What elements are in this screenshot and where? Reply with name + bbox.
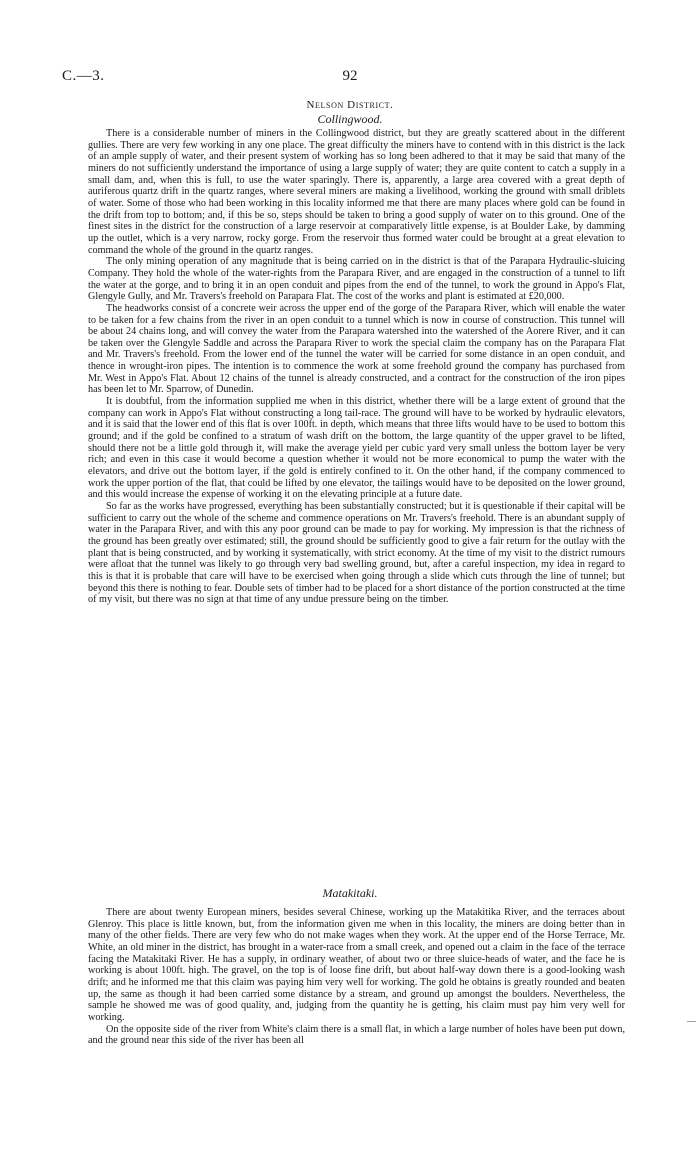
paragraph: There is a considerable number of miners in the Collingwood district, but they are greatly scattered about in the different gullies. There are very few working in any one place. The great difficulty the miners have to contend with in this district is the lack of an ample supply of water, and their present system of working has so long been adhered to that it may be said that many of the miners do not sufficiently understand the importance of using a large supply of water; they are quite content to catch a supply in a small dam, and, when this is full, to use the water sparingly. There is, apparently, a large area covered with a great depth of auriferous quartz drift in the quartz ranges, where several miners are making a livelihood, working the ground with small driblets of water. Some of those who had been working in this locality informed me that there are many places where gold can be found in the drift from top to bottom; and, if this be so, steps should be taken to bring a good supply of water on to this ground. One of the finest sites in the district for the construction of a large reservoir at comparatively little expense, is at Boulder Lake, by damming up the outlet, which is a very narrow, rocky gorge. From the reservoir thus formed water could be brought at a great elevation to command the whole of the ground in the quartz ranges. xyxy=(88,128,625,256)
subsection-title-matakitaki: Matakitaki. xyxy=(322,886,378,900)
document-code: C.—3. xyxy=(62,68,105,84)
page-number: 92 xyxy=(342,68,358,84)
subsection-title-collingwood: Collingwood. xyxy=(317,112,383,126)
margin-mark: — xyxy=(687,1016,696,1026)
section-title-nelson-district: Nelson District. xyxy=(306,99,394,111)
collingwood-body xyxy=(88,128,625,606)
matakitaki-body xyxy=(88,907,625,1047)
paragraph: There are about twenty European miners, besides several Chinese, working up the Matakitika River, and the terraces about Glenroy. This place is little known, but, from the information given me when in this locality, the miners are doing better than in many of the other fields. There are very few who do not make wages when they work. At the upper end of the Horse Terrace, Mr. White, an old miner in the district, has brought in a water-race from a small creek, and opened out a claim in the face of the terrace facing the Matakitaki River. He has a supply, in ordinary weather, of about two or three sluice-heads of water, and the face he is working is about 100ft. high. The gravel, on the top is of loose fine drift, but about half-way down there is a good-looking wash drift; and he informed me that this claim was paying him very well for working. The gold he obtains is greatly rounded and beaten up, the same as though it had been carried some distance by a stream, and ground up amongst the boulders. Nevertheless, the sample he showed me was of good quality, and, judging from the quantity he is getting, his claim must pay him very well for working. xyxy=(88,907,625,1023)
paragraph: The headworks consist of a concrete weir across the upper end of the gorge of the Parapara River, which will enable the water to be taken for a few chains from the river in an open conduit to a tunnel which is now in course of construction. This tunnel will be about 24 chains long, and will convey the water from the Parapara watershed into the watershed of the Aorere River, and it can be taken over the Glengyle Saddle and across the Parapara River to work the special claim the company has on the Parapara Flat and Mr. Travers's freehold. From the lower end of the tunnel the water will be carried for some distance in an open conduit, and thence in wrought-iron pipes. The intention is to commence the work at some freehold ground the company has purchased from Mr. West in Appo's Flat. About 12 chains of the tunnel is already constructed, and a contract for the construction of the iron pipes has been let to Mr. Sparrow, of Dunedin. xyxy=(88,302,625,396)
paragraph: On the opposite side of the river from White's claim there is a small flat, in which a large number of holes have been put down, and the ground near this side of the river has been all xyxy=(88,1023,625,1047)
paragraph: It is doubtful, from the information supplied me when in this district, whether there will be a large extent of ground that the company can work in Appo's Flat without constructing a long tail-race. The ground will have to be worked by hydraulic elevators, and it is said that the lower end of this flat is over 100ft. in depth, which means that three lifts would have to be used to bottom this ground; and if the gold be confined to a stratum of wash drift on the bottom, the large quantity of the upper gravel to be lifted, should there not be a little gold through it, will make the average yield per cubic yard very small unless the bottom layer be very rich; and even in this case it would become a question whether it would not be more economical to pump the water with the elevators, and drive out the bottom layer, if the gold is entirely confined to it. On the other hand, if the company commenced to work the upper portion of the flat, that could be lifted by one elevator, the tailings would have to be deposited on the lower ground, and this would increase the expense of working it on the elevating principle at a future date. xyxy=(88,396,625,501)
paragraph: The only mining operation of any magnitude that is being carried on in the district is that of the Parapara Hydraulic-sluicing Company. They hold the whole of the water-rights from the Parapara River, and are engaged in the construction of a tunnel to lift the water at the gorge, and to bring it in an open conduit and pipes from the end of the tunnel, to work the ground in Appo's Flat, Glengyle Gully, and Mr. Travers's freehold on Parapara Flat. The cost of the works and plant is estimated at £20,000. xyxy=(88,256,625,303)
paragraph: So far as the works have progressed, everything has been substantially constructed; but it is questionable if their capital will be sufficient to carry out the whole of the scheme and commence operations on Mr. Travers's freehold. There is an abundant supply of water in the Parapara River, and with this any poor ground can be made to pay for working. My impression is that the richness of the ground has been greatly over estimated; still, the ground should be sufficiently good to give a fair return for the outlay with the plant that is being constructed, and by working it systematically, with strict economy. At the time of my visit to the district rumours were afloat that the tunnel was likely to go through very bad swelling ground, but, after a careful inspection, my idea in regard to this is that it is probable that care will have to be exercised when going through a slide which cuts through the line of tunnel; but beyond this there is nothing to fear. Double sets of timber had to be placed for a short distance of the portion constructed at the time of my visit, but there was no sign at that time of any undue pressure being on the timber. xyxy=(88,501,625,606)
